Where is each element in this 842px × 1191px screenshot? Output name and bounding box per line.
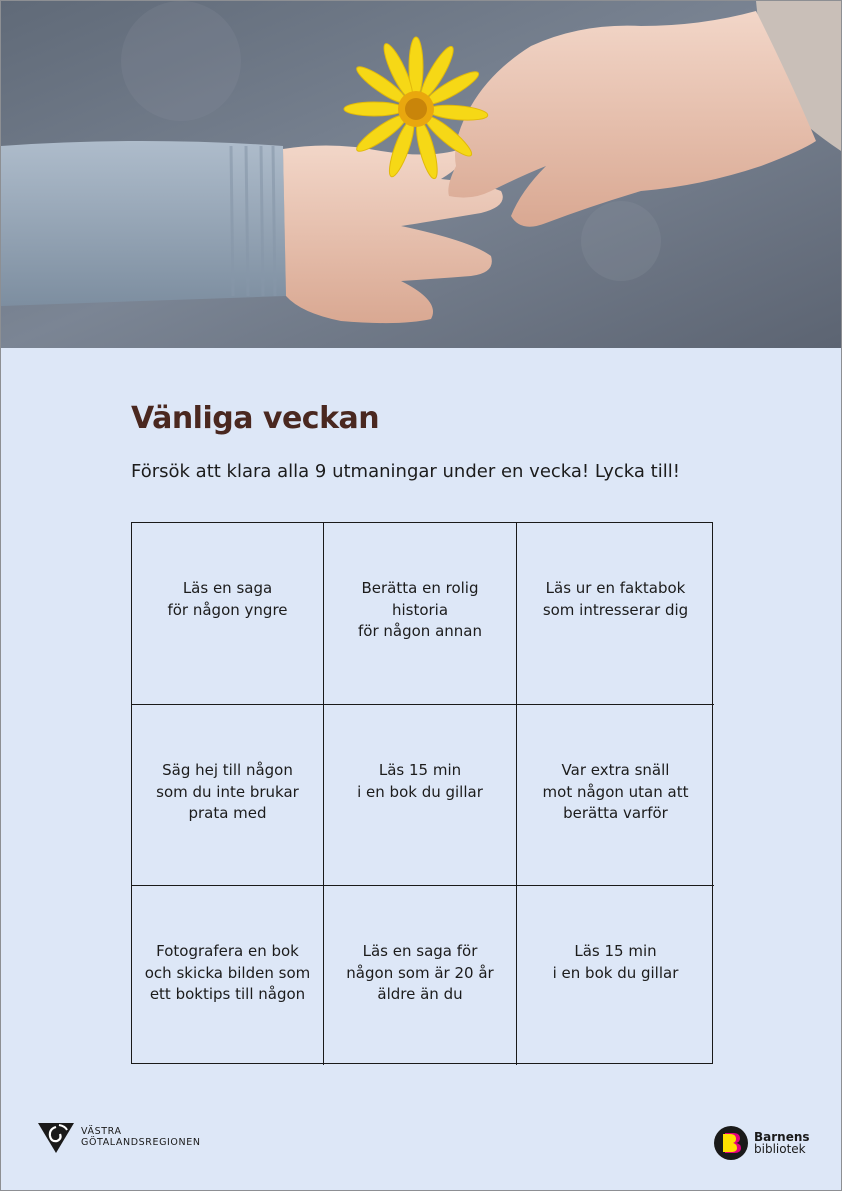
page-subtitle: Försök att klara alla 9 utmaningar under en vecka! Lycka till! xyxy=(131,461,680,482)
challenge-cell: Läs en saga för någon yngre xyxy=(132,523,324,705)
bb-line-2: bibliotek xyxy=(754,1142,806,1156)
vgr-emblem-icon xyxy=(37,1119,75,1155)
challenge-cell: Berätta en rolig historia för någon annan xyxy=(324,523,517,705)
bb-line-1: Barnens xyxy=(754,1130,810,1144)
page-title: Vänliga veckan xyxy=(131,401,380,436)
hands-flower-illustration xyxy=(1,1,841,348)
vgr-logo xyxy=(37,1119,201,1155)
challenge-cell: Fotografera en bok och skicka bilden som ett boktips till någon xyxy=(132,886,324,1065)
challenge-cell: Läs ur en faktabok som intresserar dig xyxy=(517,523,714,705)
barnens-bibliotek-wordmark xyxy=(754,1131,810,1155)
challenge-cell: Läs 15 min i en bok du gillar xyxy=(552,942,679,982)
vgr-line-2: GÖTALANDSREGIONEN xyxy=(81,1137,201,1148)
challenge-cell: Säg hej till någon som du inte brukar prata med xyxy=(132,705,324,886)
vgr-line-1: VÄSTRA xyxy=(81,1126,122,1137)
challenge-cell: Var extra snäll mot någon utan att berätta varför xyxy=(517,705,714,886)
challenge-cell: Läs en saga för någon som är 20 år äldre än du xyxy=(324,886,517,1065)
header-photo xyxy=(1,1,841,348)
challenge-grid xyxy=(131,522,713,1064)
barnens-bibliotek-emblem-icon xyxy=(713,1125,749,1161)
vgr-wordmark xyxy=(81,1126,201,1148)
challenge-cell: Läs 15 min i en bok du gillar xyxy=(324,705,517,886)
barnens-bibliotek-logo xyxy=(713,1125,810,1161)
